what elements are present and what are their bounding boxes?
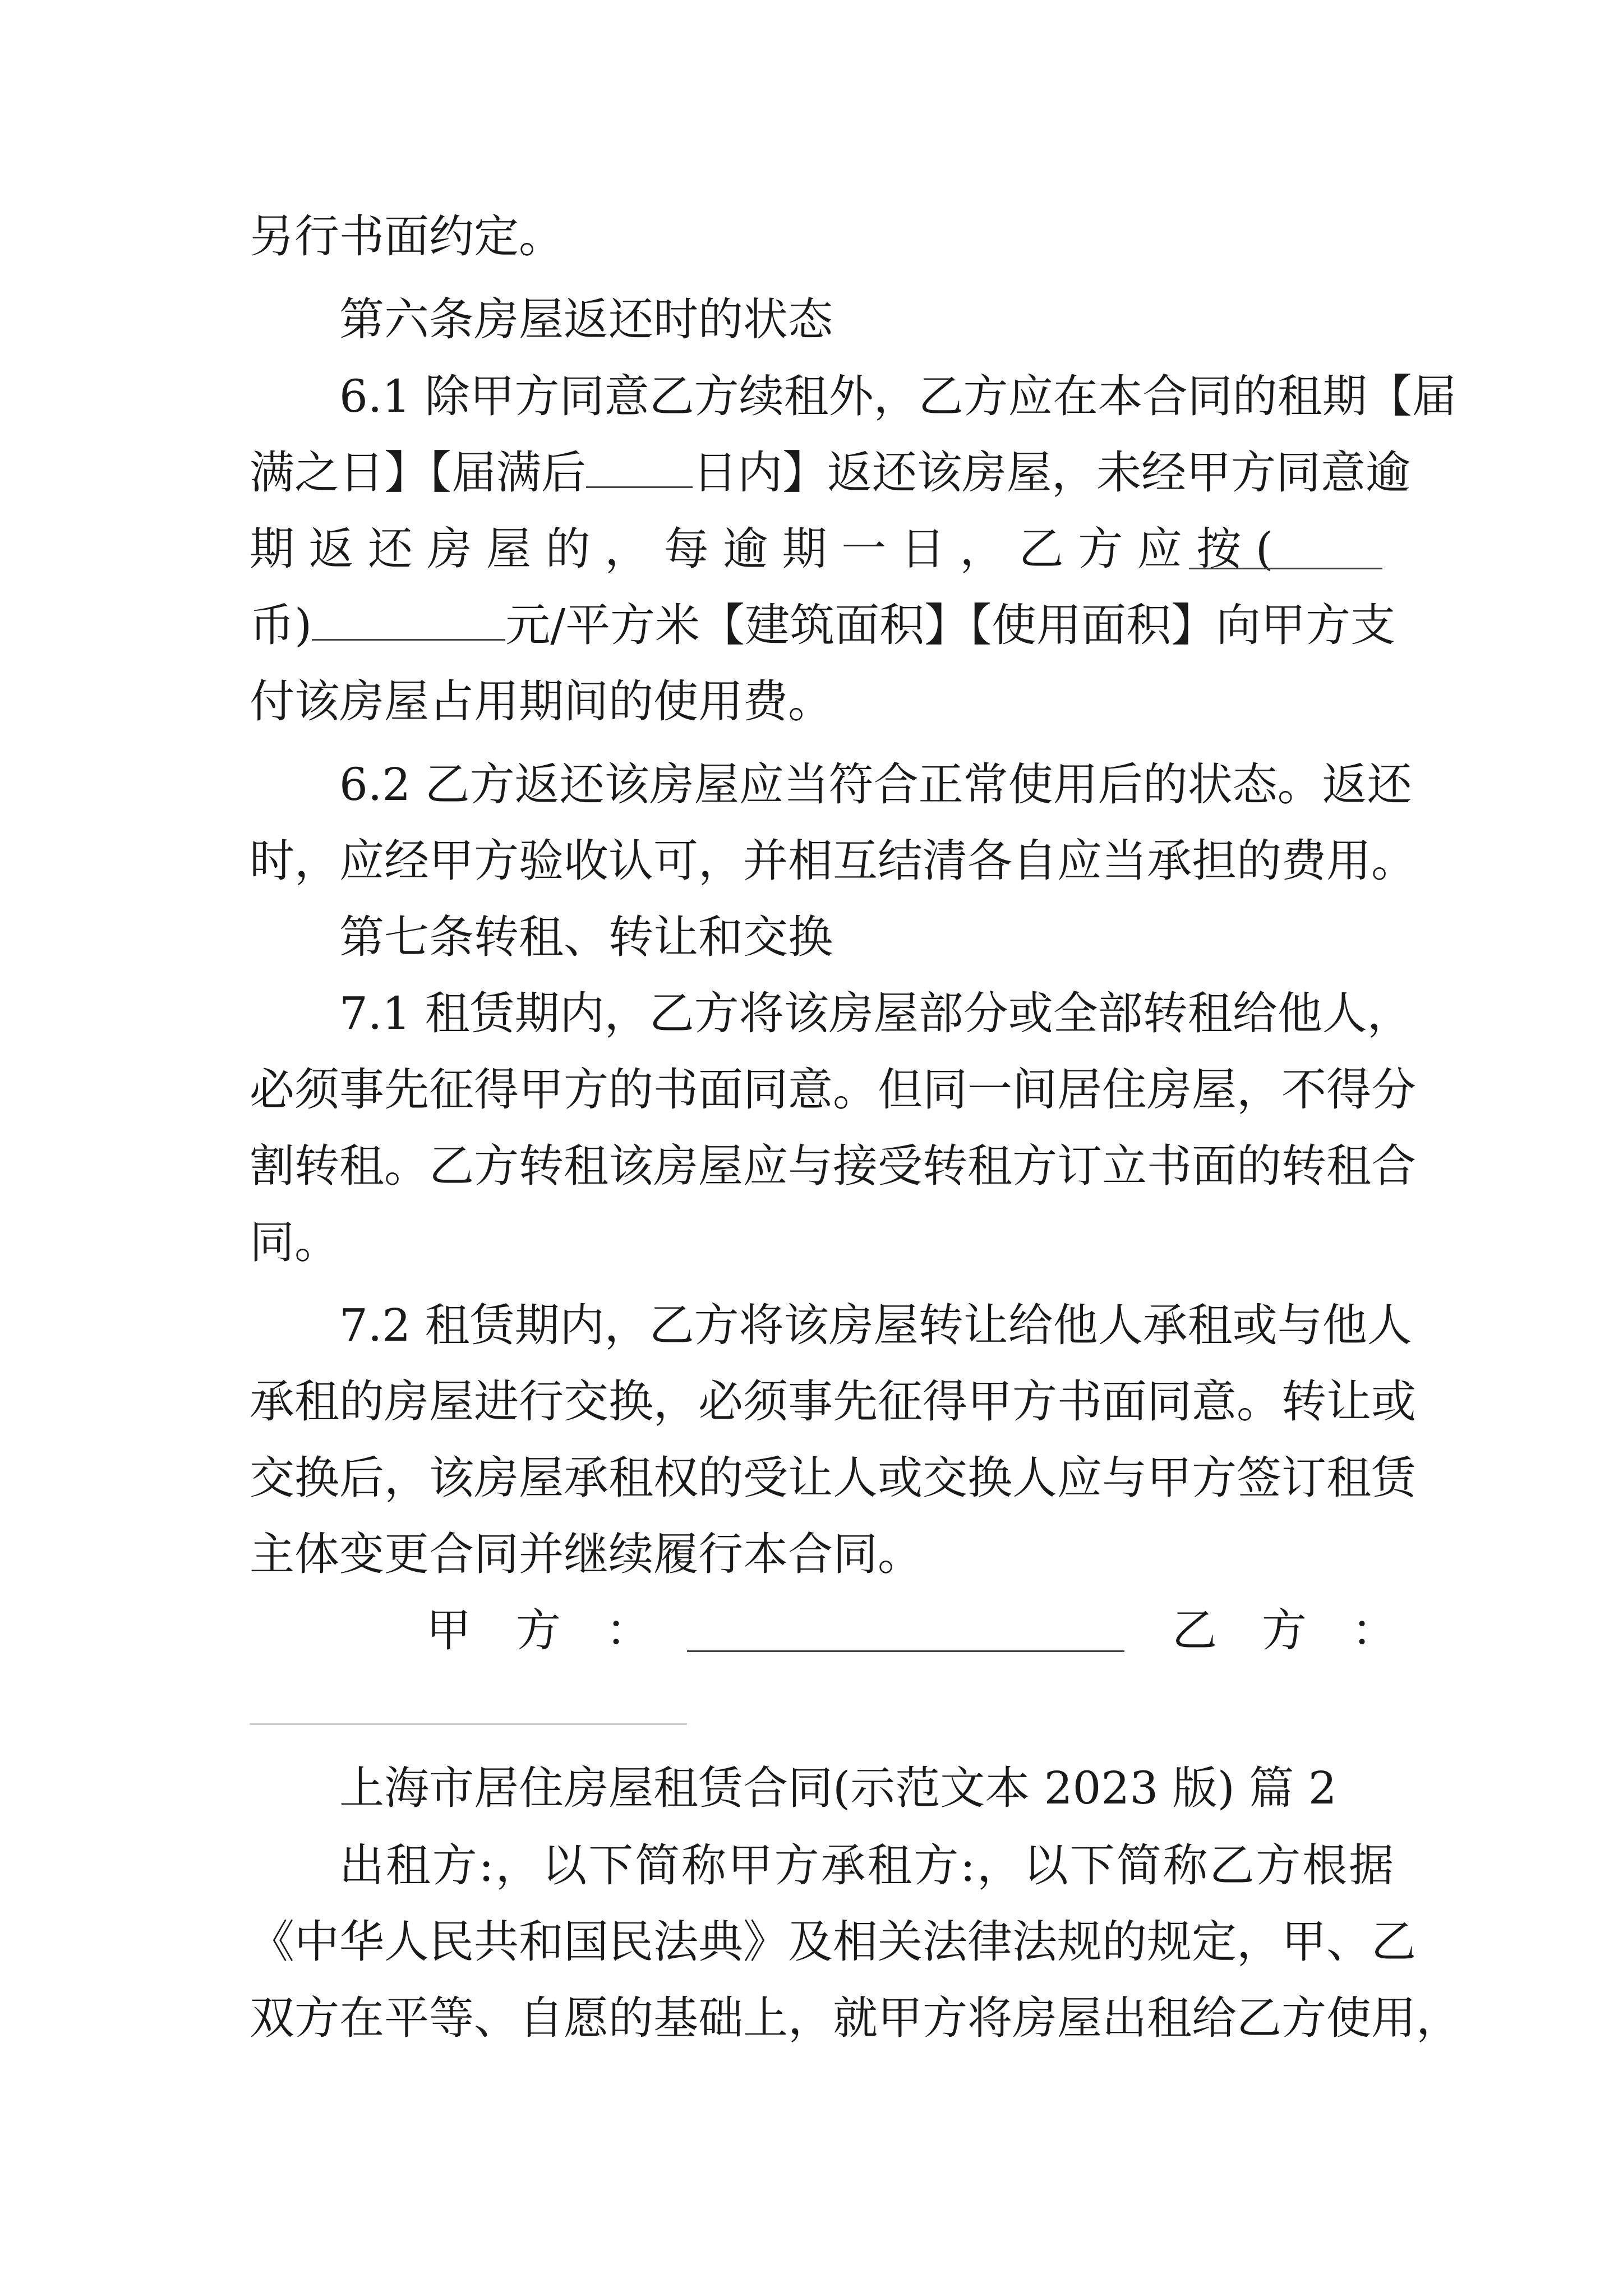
intro-line-1: 出租方:，以下简称甲方承租方:，以下简称乙方根据 xyxy=(339,1839,1394,1892)
fill-in-blank-days[interactable] xyxy=(586,452,693,488)
fill-in-blank-currency[interactable] xyxy=(1189,533,1382,569)
paragraph-6-1-line-3 xyxy=(250,523,1273,575)
section-heading-7: 第七条转租、转让和交换 xyxy=(339,911,833,963)
paragraph-7-2-line-1: 7.2 租赁期内，乙方将该房屋转让给他人承租或与他人 xyxy=(339,1299,1412,1351)
text-fragment: 日内】返还该房屋，未经甲方同意逾 xyxy=(693,447,1410,499)
paragraph-7-1-line-3: 割转租。乙方转租该房屋应与接受转租方订立书面的转租合 xyxy=(250,1140,1416,1192)
paragraph-7-2-line-4: 主体变更合同并继续履行本合同。 xyxy=(250,1528,923,1580)
intro-line-2: 《中华人民共和国民法典》及相关法律法规的规定，甲、乙 xyxy=(250,1916,1416,1968)
signature-blank-party-b[interactable] xyxy=(250,1723,687,1725)
paragraph-7-2-line-2: 承租的房屋进行交换，必须事先征得甲方书面同意。转让或 xyxy=(250,1375,1416,1428)
paragraph-6-1-line-1: 6.1 除甲方同意乙方续租外，乙方应在本合同的租期【届 xyxy=(339,370,1457,422)
paragraph-7-1-line-2: 必须事先征得甲方的书面同意。但同一间居住房屋，不得分 xyxy=(250,1064,1416,1116)
paragraph-6-1-line-5: 付该房屋占用期间的使用费。 xyxy=(250,675,833,728)
signature-label-party-b: 乙 方 ： xyxy=(1172,1604,1396,1657)
paragraph-7-1-line-1: 7.1 租赁期内，乙方将该房屋部分或全部转租给他人， xyxy=(339,987,1412,1039)
fill-in-blank-amount[interactable] xyxy=(312,604,505,641)
text-fragment: 满之日】【届满后 xyxy=(250,447,586,499)
signature-blank-party-a[interactable] xyxy=(687,1616,1124,1652)
text-fragment: 期 返 还 房 屋 的 ， 每 逾 期 一 日 ， 乙 方 应 按 ( xyxy=(250,523,1273,575)
text-fragment: 币) xyxy=(250,599,312,651)
paragraph-6-1-line-2 xyxy=(250,447,1410,499)
section-heading-6: 第六条房屋返还时的状态 xyxy=(339,293,833,346)
paragraph-6-2-line-1: 6.2 乙方返还该房屋应当符合正常使用后的状态。返还 xyxy=(339,758,1412,811)
paragraph-7-2-line-3: 交换后，该房屋承租权的受让人或交换人应与甲方签订租赁 xyxy=(250,1452,1416,1504)
document-title-part-2: 上海市居住房屋租赁合同(示范文本 2023 版) 篇 2 xyxy=(339,1762,1337,1814)
paragraph-6-1-line-4 xyxy=(250,599,1396,651)
paragraph-7-1-line-4: 同。 xyxy=(250,1216,339,1268)
signature-label-party-a: 甲 方 ： xyxy=(426,1604,651,1657)
text-fragment: 元/平方米【建筑面积】【使用面积】向甲方支 xyxy=(505,599,1396,651)
paragraph-6-2-line-2: 时，应经甲方验收认可，并相互结清各自应当承担的费用。 xyxy=(250,835,1416,887)
text-line: 另行书面约定。 xyxy=(250,210,564,263)
intro-line-3: 双方在平等、自愿的基础上，就甲方将房屋出租给乙方使用， xyxy=(250,1992,1461,2044)
